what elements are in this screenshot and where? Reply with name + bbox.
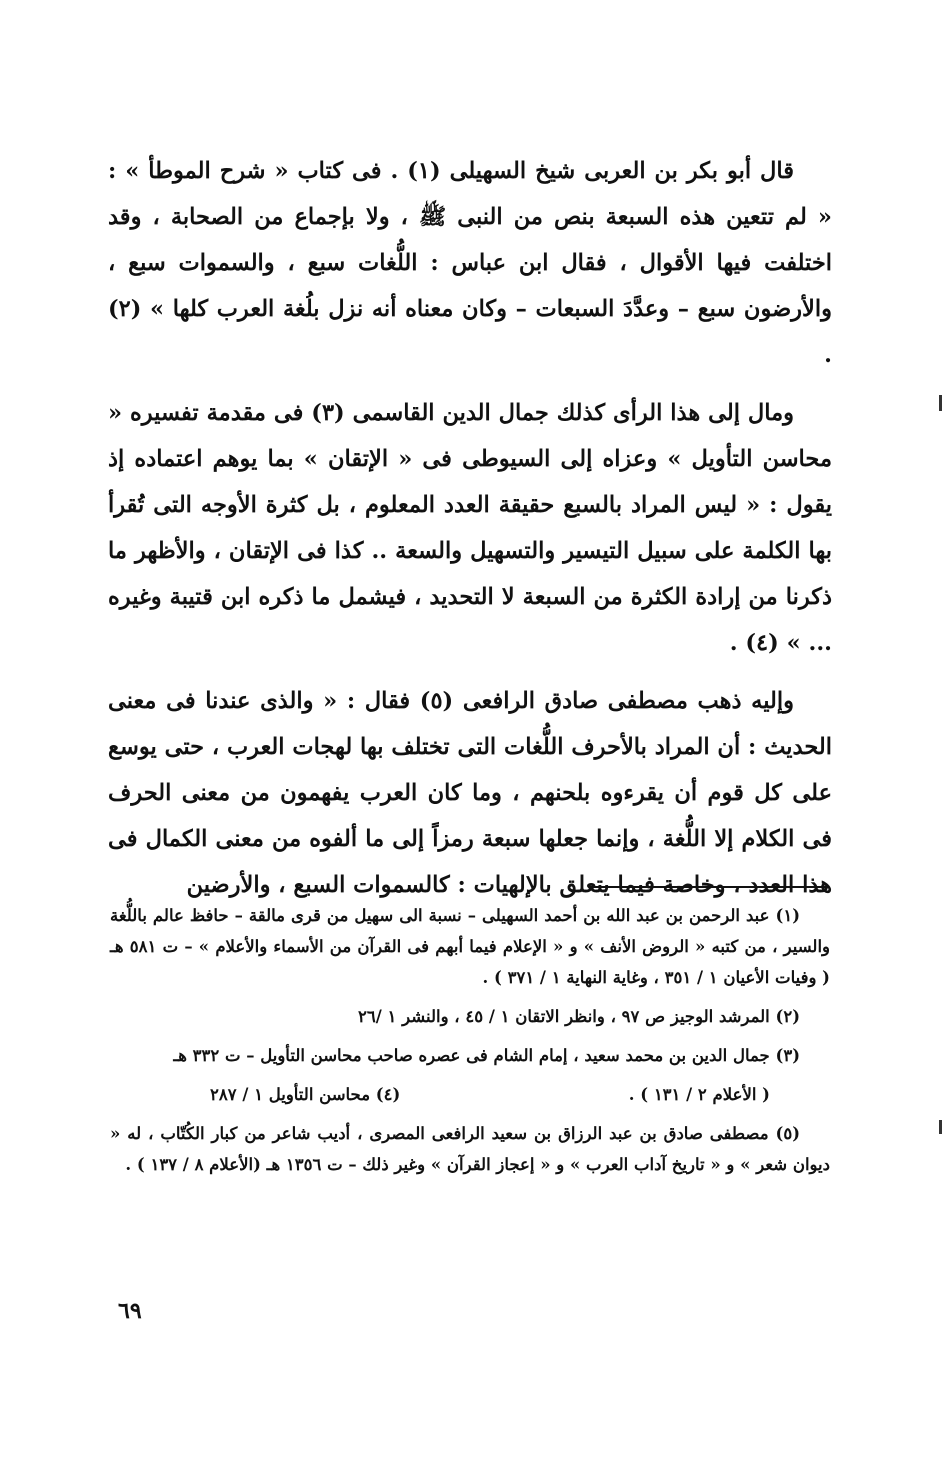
footnotes xyxy=(110,900,830,1188)
footnote-5: (٥) مصطفى صادق بن عبد الرزاق بن سعيد الرافعى المصرى ، أديب شاعر من كبار الكُتّاب ، له « ديوان شعر » و « تاريخ آداب العرب » و « إعجاز القرآن » وغير ذلك – ت ١٣٥٦ هـ (الأعلام ٨ / ١٣٧ ) . xyxy=(110,1124,830,1174)
footnote-4: (٤) محاسن التأويل ١ / ٢٨٧ xyxy=(210,1085,401,1104)
page-edge-mark xyxy=(939,395,942,411)
footnote-3-4-line xyxy=(110,1079,830,1110)
paragraph-1: قال أبو بكر بن العربى شيخ السهيلى (١) . فى كتاب « شرح الموطأ » : « لم تتعين هذه السبعة بنص من النبى ﷺ ، ولا بإجماع من الصحابة ، وقد اختلفت فيها الأقوال ، فقال ابن عباس : اللُّغات سبع ، والسموات سبع ، والأرضون سبع – وعدَّدَ السبعات – وكان معناه أنه نزل بلُغة العرب كلها » (٢) . xyxy=(108,158,832,368)
footnote-3-source: ( الأعلام ٢ / ١٣١ ) . xyxy=(628,1085,770,1104)
page-edge-mark xyxy=(939,1120,942,1134)
page-number: ٦٩ xyxy=(118,1298,142,1324)
footnote-1: (١) عبد الرحمن بن عبد الله بن أحمد السهيلى – نسبة الى سهيل من قرى مالقة – حافظ عالم باللُّغة والسير ، من كتبه « الروض الأنف » و « الإعلام فيما أبهم فى القرآن من الأسماء والأعلام » – ت ٥٨١ هـ ( وفيات الأعيان ١ / ٣٥١ ، وغاية النهاية ١ / ٣٧١ ) . xyxy=(110,906,831,987)
main-text xyxy=(108,148,832,908)
paragraph-2: ومال إلى هذا الرأى كذلك جمال الدين القاسمى (٣) فى مقدمة تفسيره « محاسن التأويل » وعزاه إلى السيوطى فى « الإتقان » بما يوهم اعتماده إذ يقول : « ليس المراد بالسبع حقيقة العدد المعلوم ، بل كثرة الأوجه التى تُقرأ بها الكلمة على سبيل التيسير والتسهيل والسعة .. كذا فى الإتقان ، والأظهر ما ذكرنا من إرادة الكثرة من السبعة لا التحديد ، فيشمل ما ذكره ابن قتيبة وغيره ... » (٤) . xyxy=(108,400,832,656)
paragraph-3: وإليه ذهب مصطفى صادق الرافعى (٥) فقال : « والذى عندنا فى معنى الحديث : أن المراد بالأحرف اللُّغات التى تختلف بها لهجات العرب ، حتى يوسع على كل قوم أن يقرءوه بلحنهم ، وما كان العرب يفهمون من معنى الحرف فى الكلام إلا اللُّغة ، وإنما جعلها سبعة رمزاً إلى ما ألفوه من معنى الكمال فى هذا العدد ، وخاصة فيما يتعلق بالإلهيات : كالسموات السبع ، والأرضين xyxy=(108,688,832,898)
footnote-3: (٣) جمال الدين بن محمد سعيد ، إمام الشام فى عصره صاحب محاسن التأويل – ت ٣٣٢ هـ xyxy=(173,1046,800,1065)
footnote-2: (٢) المرشد الوجيز ص ٩٧ ، وانظر الاتقان ١ / ٤٥ ، والنشر ١ /٢٦ xyxy=(358,1007,800,1026)
footnote-separator xyxy=(590,886,828,888)
